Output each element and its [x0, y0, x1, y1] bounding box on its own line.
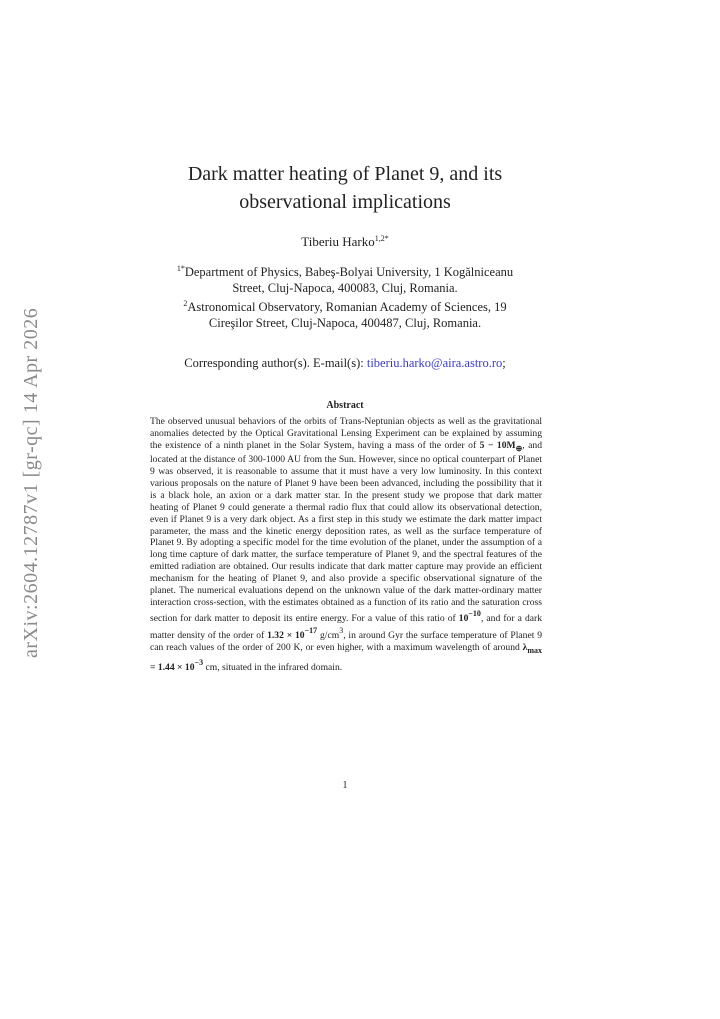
wavelength-value: $\lambda_{max} = 1.44 \times 10^{-3}$: [150, 642, 542, 673]
affiliation-1-mark: 1*: [176, 264, 185, 273]
page-number: 1: [342, 780, 348, 791]
title-line-1: Dark matter heating of Planet 9, and its: [187, 163, 503, 185]
author-marks: 1,2*: [374, 234, 389, 243]
affiliations: [140, 261, 550, 331]
abstract-heading: Abstract: [326, 400, 364, 411]
affiliation-2: $^2$Astronomical Observatory, Romanian Academy of Sciences, 19 Cireşilor Street, Cluj-Napoca, 400487, Cluj, Romania.: [183, 299, 507, 330]
density-value: $1.32 \times 10^{-17}$: [267, 626, 318, 642]
paper-title: [150, 160, 540, 216]
title-line-2: observational implications: [239, 191, 451, 213]
mass-range: $5 - 10M_\oplus$: [479, 439, 523, 453]
ratio-value: $10^{-10}$: [458, 609, 481, 625]
arxiv-identifier: arXiv:2604.12787v1 [gr-qc] 14 Apr 2026: [20, 307, 42, 659]
corresponding-author: Corresponding author(s). E-mail(s): tiberiu.harko@aira.astro.ro;: [184, 356, 506, 370]
author-name: Tiberiu Harko: [301, 234, 375, 249]
email-link[interactable]: tiberiu.harko@aira.astro.ro: [366, 356, 503, 370]
affiliation-2-mark: 2: [183, 299, 188, 308]
abstract-body: The observed unusual behaviors of the orbits of Trans-Neptunian objects as well as the gravitational anomalies detected by the Optical Gravitational Lensing Experiment can be explained by assuming the existence of a ninth planet in the Solar System, having a mass of the order of $5 - 10M_\oplus$, and located at the distance of 300-1000 AU from the Sun. However, since no optical counterpart of Planet 9 was observed, it is reasonable to assume that it must have a very low luminosity. In this context various proposals on the nature of Planet 9 have been been advanced, including the possibility that it is a black hole, an axion or a dark matter star. In the present study we propose that dark matter heating of Planet 9 could generate a thermal radio flux that could allow its observational detection, even if Planet 9 is a very dark object. As a first step in this study we estimate the dark matter impact parameter, the mass and the kinetic energy deposition rates, as well as the surface temperature of Planet 9. By adopting a specific model for the time evolution of the planet, under the assumption of a long time capture of dark matter, the surface temperature of Planet 9, and the spectral features of the emitted radiation are obtained. Our results indicate that dark matter capture may provide an efficient mechanism for the heating of Planet 9, and also provide a specific observational signature of the planet. The numerical evaluations depend on the unknown value of the dark matter-ordinary matter interaction cross-section, with the estimates obtained as a function of its ratio and the saturation cross section for dark matter to deposit its entire energy. For a value of this ratio of $10^{-10}$, and for a dark matter density of the order of $1.32 \times 10^{-17}$ $g/cm^3$, in around Gyr the surface temperature of Planet 9 can reach values of the order of 200 K, or even higher, with a maximum wavelength of around $\lambda_{max} = 1.44 \times 10^{-3}$ cm, situated in the infrared domain.: [150, 416, 543, 673]
affiliation-1: $^{1*}$Department of Physics, Babeş-Bolyai University, 1 Kogălniceanu Street, Cluj-Napoca, 400083, Cluj, Romania.: [176, 264, 514, 295]
author: [150, 234, 540, 250]
